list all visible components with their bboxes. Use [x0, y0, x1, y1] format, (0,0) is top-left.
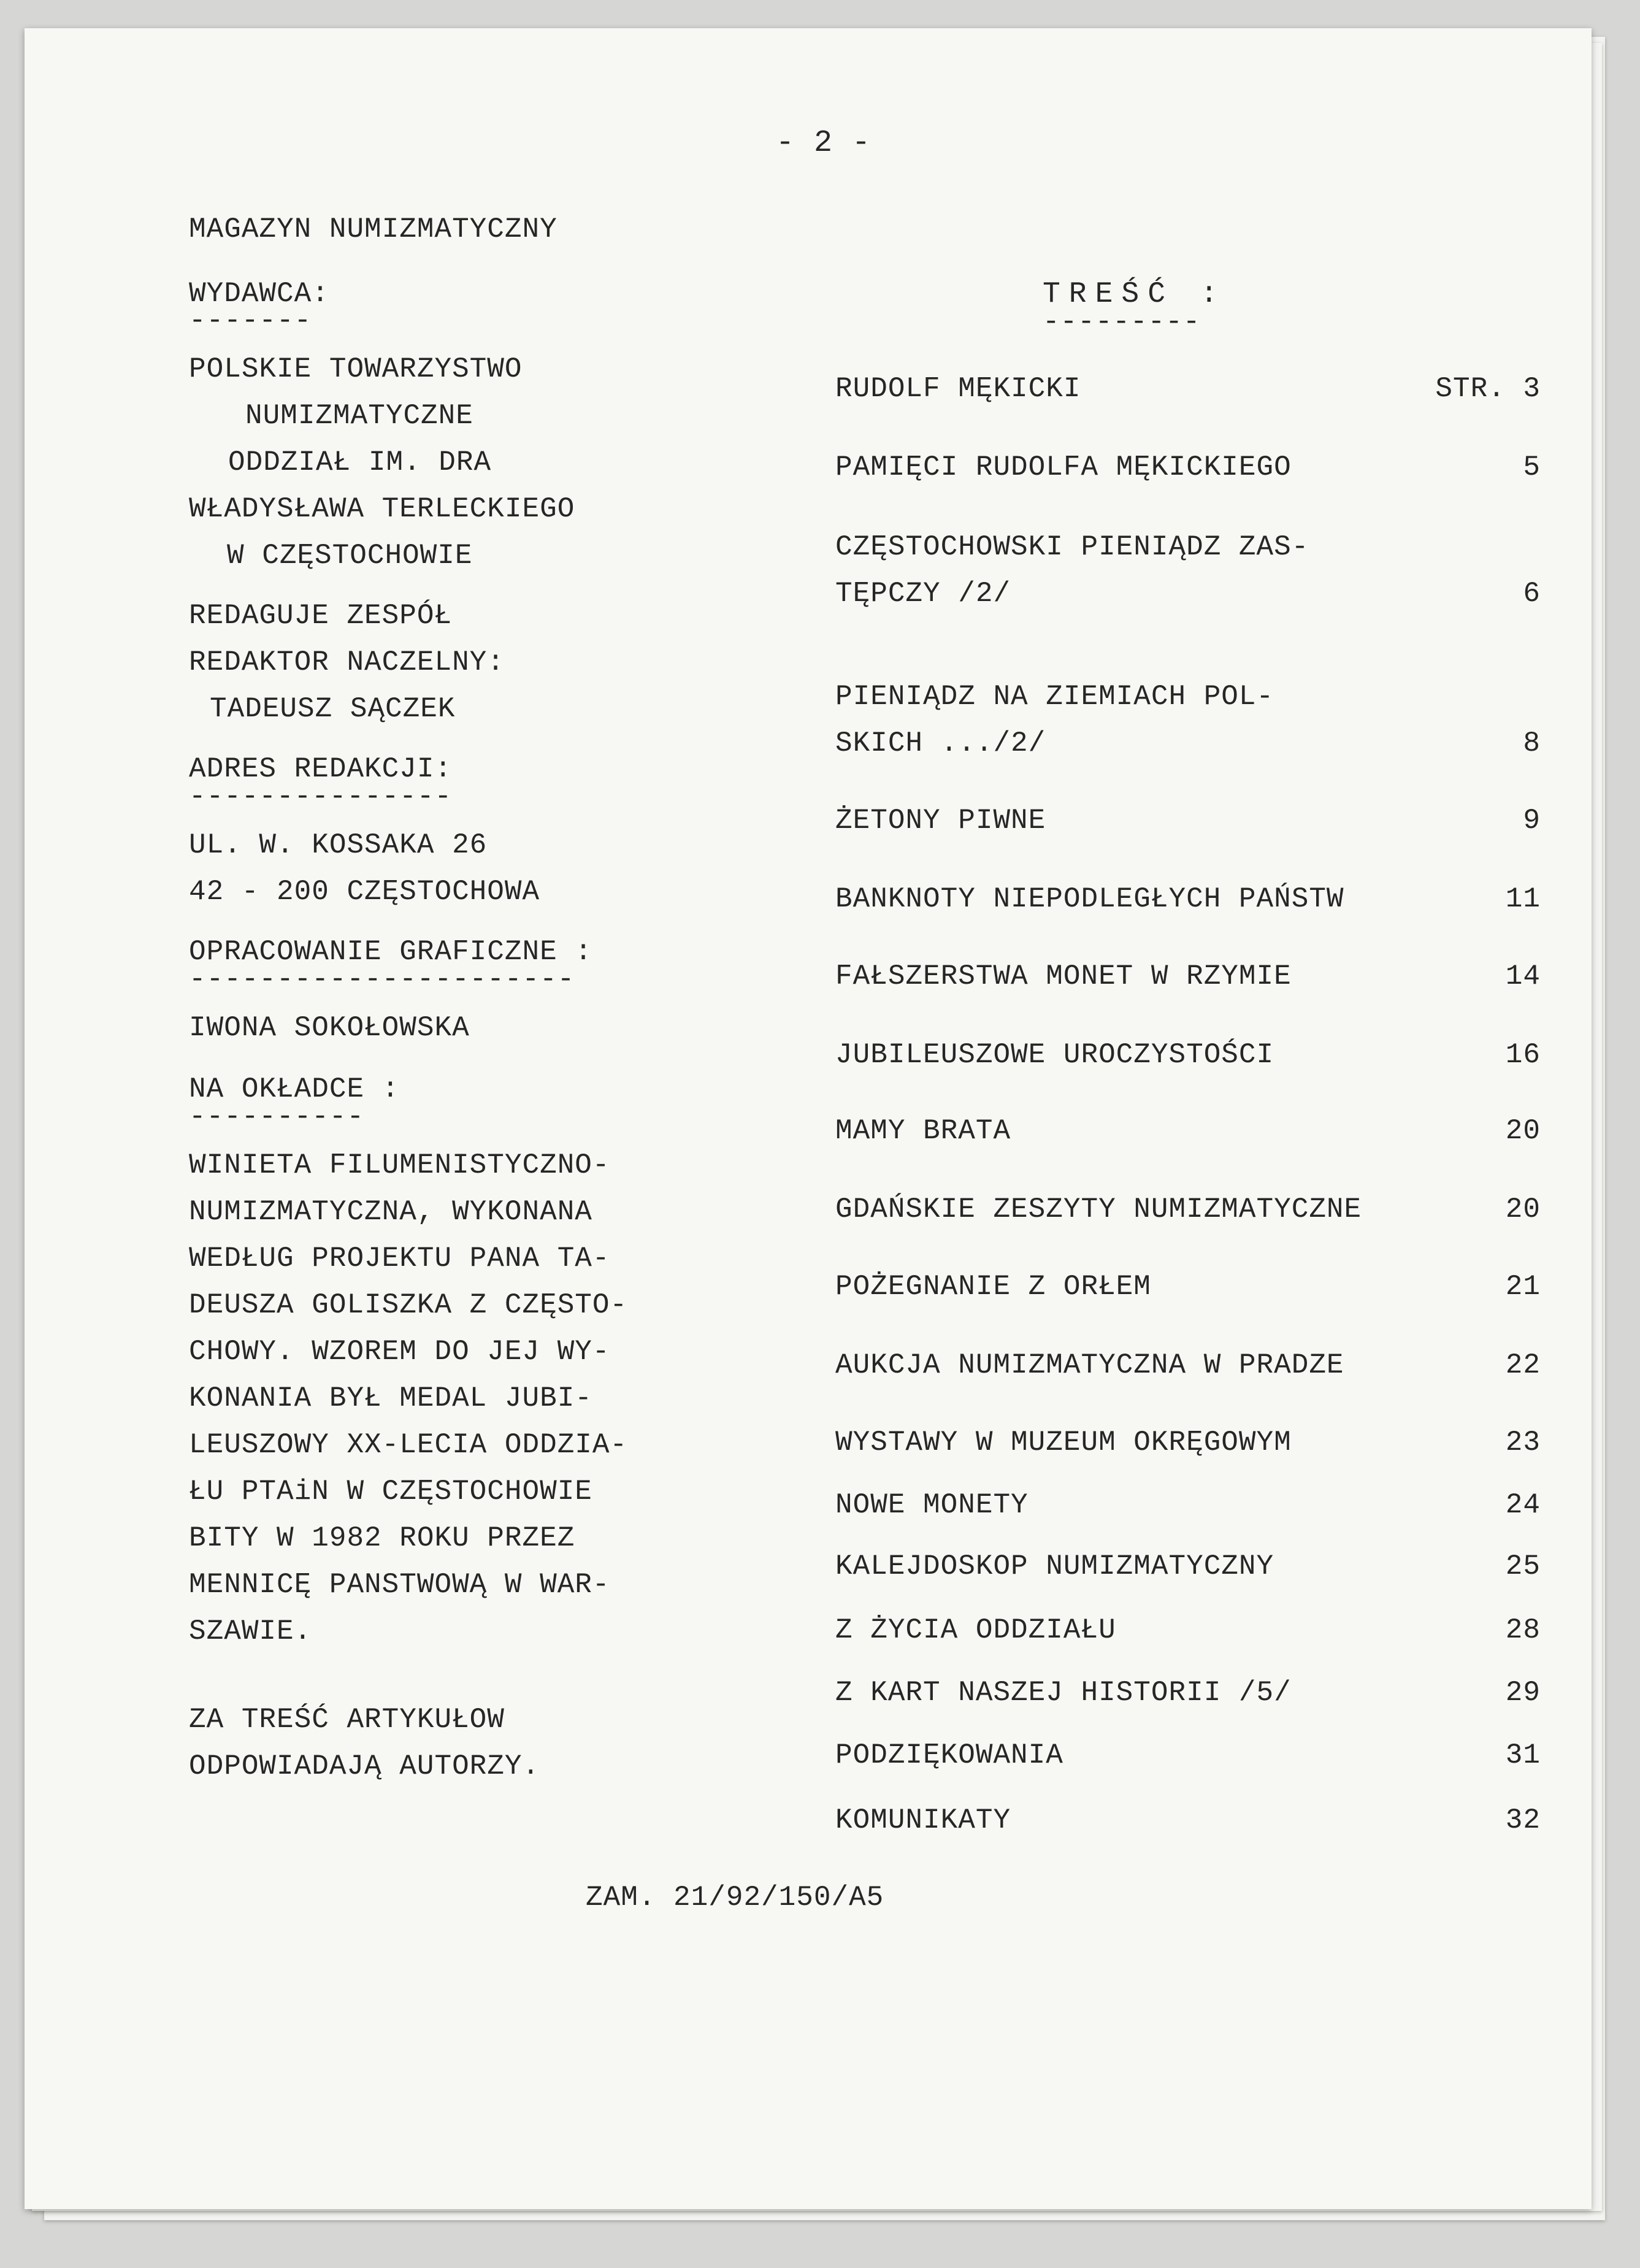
cover-line: ŁU PTAiN W CZĘSTOCHOWIE: [189, 1476, 592, 1508]
disclaimer-line: ODPOWIADAJĄ AUTORZY.: [189, 1750, 540, 1782]
order-number: ZAM. 21/92/150/A5: [586, 1882, 884, 1914]
toc-item-label: RUDOLF MĘKICKI: [835, 373, 1081, 405]
cover-line: WEDŁUG PROJEKTU PANA TA-: [189, 1243, 610, 1274]
chief-editor-label: REDAKTOR NACZELNY:: [189, 646, 505, 678]
toc-item-page: 5: [1523, 451, 1541, 483]
cover-line: DEUSZA GOLISZKA Z CZĘSTO-: [189, 1289, 628, 1321]
publisher-line: W CZĘSTOCHOWIE: [227, 540, 473, 572]
toc-item-label: CZĘSTOCHOWSKI PIENIĄDZ ZAS-: [835, 531, 1309, 563]
toc-item-label: AUKCJA NUMIZMATYCZNA W PRADZE: [835, 1349, 1344, 1381]
publisher-underline: -------: [189, 305, 312, 337]
toc-item-page: 24: [1505, 1489, 1541, 1521]
str-label: STR.: [1435, 373, 1506, 405]
cover-label: NA OKŁADCE :: [189, 1073, 400, 1105]
cover-line: CHOWY. WZOREM DO JEJ WY-: [189, 1336, 610, 1368]
toc-item-label: FAŁSZERSTWA MONET W RZYMIE: [835, 960, 1292, 992]
cover-line: SZAWIE.: [189, 1615, 312, 1647]
cover-line: MENNICĘ PANSTWOWĄ W WAR-: [189, 1569, 610, 1601]
publisher-label: WYDAWCA:: [189, 278, 329, 310]
toc-item-page: 29: [1505, 1677, 1541, 1709]
toc-item-label: BANKNOTY NIEPODLEGŁYCH PAŃSTW: [835, 883, 1344, 915]
toc-item-label: MAMY BRATA: [835, 1115, 1011, 1147]
address-underline: ---------------: [189, 781, 453, 813]
toc-item-label: ŻETONY PIWNE: [835, 805, 1046, 837]
chief-editor-name: TADEUSZ SĄCZEK: [210, 693, 456, 725]
toc-item-page: 22: [1505, 1349, 1541, 1381]
toc-item-label: KALEJDOSKOP NUMIZMATYCZNY: [835, 1550, 1274, 1582]
toc-item-page: 21: [1505, 1271, 1541, 1303]
publisher-line: POLSKIE TOWARZYSTWO: [189, 353, 523, 385]
toc-item-label: JUBILEUSZOWE UROCZYSTOŚCI: [835, 1039, 1274, 1071]
address-line: UL. W. KOSSAKA 26: [189, 829, 488, 861]
toc-item-page: 11: [1505, 883, 1541, 915]
toc-item-label: WYSTAWY W MUZEUM OKRĘGOWYM: [835, 1427, 1292, 1458]
toc-title-underline: ---------: [1043, 306, 1201, 338]
cover-line: WINIETA FILUMENISTYCZNO-: [189, 1149, 610, 1181]
toc-item-page: 20: [1505, 1193, 1541, 1225]
toc-item-label: TĘPCZY /2/: [835, 578, 1011, 610]
page-number: - 2 -: [776, 126, 872, 161]
cover-line: KONANIA BYŁ MEDAL JUBI-: [189, 1382, 592, 1414]
toc-item-page: 31: [1505, 1739, 1541, 1771]
toc-item-label: PODZIĘKOWANIA: [835, 1739, 1063, 1771]
toc-item-label: KOMUNIKATY: [835, 1804, 1011, 1836]
cover-line: LEUSZOWY XX-LECIA ODDZIA-: [189, 1429, 628, 1461]
publisher-line: ODDZIAŁ IM. DRA: [228, 446, 492, 478]
magazine-title: MAGAZYN NUMIZMATYCZNY: [189, 213, 558, 245]
address-line: 42 - 200 CZĘSTOCHOWA: [189, 876, 540, 908]
toc-item-page: 28: [1505, 1614, 1541, 1646]
toc-item-label: NOWE MONETY: [835, 1489, 1029, 1521]
toc-item-page: 16: [1505, 1039, 1541, 1071]
toc-item-page: 32: [1505, 1804, 1541, 1836]
toc-item-label: PIENIĄDZ NA ZIEMIACH POL-: [835, 681, 1274, 713]
document-page: [25, 28, 1592, 2209]
toc-item-label: GDAŃSKIE ZESZYTY NUMIZMATYCZNE: [835, 1193, 1362, 1225]
graphics-label: OPRACOWANIE GRAFICZNE :: [189, 936, 592, 968]
toc-title: TREŚĆ :: [1043, 278, 1227, 311]
disclaimer-line: ZA TREŚĆ ARTYKUŁOW: [189, 1704, 505, 1736]
editors-label: REDAGUJE ZESPÓŁ: [189, 600, 453, 632]
cover-line: NUMIZMATYCZNA, WYKONANA: [189, 1196, 592, 1228]
toc-item-page: 20: [1505, 1115, 1541, 1147]
toc-item-label: Z KART NASZEJ HISTORII /5/: [835, 1677, 1292, 1709]
cover-underline: ----------: [189, 1101, 365, 1133]
toc-item-label: Z ŻYCIA ODDZIAŁU: [835, 1614, 1116, 1646]
graphics-name: IWONA SOKOŁOWSKA: [189, 1012, 470, 1044]
toc-item-page: 23: [1505, 1427, 1541, 1458]
address-label: ADRES REDAKCJI:: [189, 753, 453, 785]
toc-item-page: 6: [1523, 578, 1541, 610]
cover-line: BITY W 1982 ROKU PRZEZ: [189, 1522, 575, 1554]
toc-item-label: POŻEGNANIE Z ORŁEM: [835, 1271, 1151, 1303]
toc-item-label: PAMIĘCI RUDOLFA MĘKICKIEGO: [835, 451, 1292, 483]
toc-item-label: SKICH .../2/: [835, 727, 1046, 759]
toc-item-page: STR. 3: [1435, 373, 1541, 405]
toc-item-page: 14: [1505, 960, 1541, 992]
graphics-underline: ----------------------: [189, 964, 575, 995]
publisher-line: WŁADYSŁAWA TERLECKIEGO: [189, 493, 575, 525]
toc-item-page: 8: [1523, 727, 1541, 759]
toc-item-page: 9: [1523, 805, 1541, 837]
publisher-line: NUMIZMATYCZNE: [245, 400, 473, 432]
toc-item-page: 25: [1505, 1550, 1541, 1582]
